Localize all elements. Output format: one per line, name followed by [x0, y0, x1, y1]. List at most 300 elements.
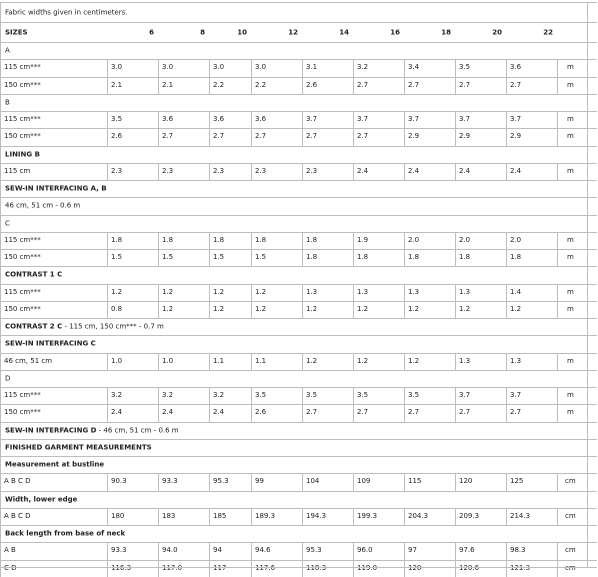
section-row [0, 335, 597, 352]
section-row [0, 491, 597, 508]
size-label: 18 [441, 28, 451, 37]
value-cell [506, 112, 557, 128]
section-row [0, 266, 597, 283]
row-label: 150 cm*** [4, 305, 41, 314]
value: 1.2 [111, 287, 123, 296]
value-cell [107, 250, 158, 266]
value: 90.3 [111, 477, 127, 486]
row-label-cell [0, 250, 107, 266]
value: 3.6 [255, 115, 267, 124]
value-cell [506, 388, 557, 404]
value-cell [302, 112, 353, 128]
value-cell [107, 164, 158, 180]
value-cell [251, 233, 302, 249]
section-title: D [5, 374, 11, 383]
value-cell [209, 354, 251, 370]
value-cell [251, 129, 302, 145]
value: 2.9 [459, 132, 471, 141]
row-label: 46 cm, 51 cm [4, 356, 53, 365]
value: 1.8 [306, 236, 318, 245]
value-cell [455, 474, 506, 490]
value-cell [251, 78, 302, 94]
value: 125 [510, 477, 524, 486]
value: 3.4 [408, 63, 420, 72]
size-header-20 [455, 23, 506, 42]
value-cell [107, 112, 158, 128]
value-cell [158, 388, 209, 404]
unit: m [567, 115, 574, 124]
value-cell [302, 233, 353, 249]
value-cell [455, 405, 506, 421]
value-cell [353, 60, 404, 76]
value-cell [506, 509, 557, 525]
section-cell [0, 147, 573, 163]
data-row [0, 404, 597, 421]
value-cell [158, 164, 209, 180]
data-row [0, 387, 597, 404]
value: 2.3 [111, 167, 123, 176]
value: 2.7 [408, 80, 420, 89]
value: 1.2 [357, 305, 369, 314]
value-cell [404, 60, 455, 76]
value: 2.7 [510, 408, 522, 417]
value: 3.6 [162, 115, 174, 124]
value: 183 [162, 512, 176, 521]
value-cell [455, 285, 506, 301]
row-label-cell [0, 509, 107, 525]
value: 1.2 [306, 305, 318, 314]
value: 121.3 [510, 563, 531, 572]
value-cell [404, 78, 455, 94]
section-row [0, 146, 597, 163]
value-cell [455, 302, 506, 318]
value-cell [302, 164, 353, 180]
unit: m [567, 167, 574, 176]
value: 3.2 [213, 391, 225, 400]
value-cell [353, 543, 404, 559]
value: 2.4 [213, 408, 225, 417]
value-cell [506, 78, 557, 94]
value: 204.3 [408, 512, 429, 521]
value: 1.1 [255, 356, 267, 365]
value-cell [404, 233, 455, 249]
value: 1.3 [459, 356, 471, 365]
value: 2.0 [408, 236, 420, 245]
data-row [0, 301, 597, 318]
section-cell [0, 492, 573, 508]
value: 117.0 [162, 563, 183, 572]
value: 1.8 [255, 236, 267, 245]
value: 2.4 [459, 167, 471, 176]
size-header-22 [506, 23, 557, 42]
value-cell [506, 302, 557, 318]
value-cell [251, 474, 302, 490]
section-title: Back length from base of neck [5, 529, 126, 538]
section-title: A [5, 46, 10, 55]
unit: cm [565, 512, 576, 521]
value: 2.4 [408, 167, 420, 176]
table-bottom-border [0, 567, 597, 568]
sizes-label-cell [0, 23, 106, 42]
row-label-cell [0, 474, 107, 490]
value-cell [302, 474, 353, 490]
value-cell [353, 302, 404, 318]
row-label-cell [0, 78, 107, 94]
value-cell [158, 543, 209, 559]
value-cell [302, 388, 353, 404]
value: 3.5 [459, 63, 471, 72]
value: 2.7 [357, 80, 369, 89]
value-cell [158, 250, 209, 266]
value: 0.8 [111, 305, 123, 314]
section-suffix: - 115 cm, 150 cm*** - 0.7 m [62, 322, 164, 331]
section-cell [0, 457, 573, 473]
value: 1.8 [306, 253, 318, 262]
value-cell [209, 405, 251, 421]
value: 95.3 [213, 477, 229, 486]
section-cell [0, 43, 573, 59]
unit-cell [557, 233, 587, 249]
value-cell [251, 354, 302, 370]
value: 2.9 [408, 132, 420, 141]
value: 2.0 [510, 236, 522, 245]
value: 1.2 [408, 356, 420, 365]
value-cell [302, 354, 353, 370]
value-cell [107, 405, 158, 421]
section-row [0, 42, 597, 59]
unit-cell [557, 302, 587, 318]
size-label: 20 [492, 28, 502, 37]
row-label-cell [0, 285, 107, 301]
value-cell [251, 285, 302, 301]
value: 2.3 [255, 167, 267, 176]
value-cell [209, 509, 251, 525]
value: 3.7 [306, 115, 318, 124]
value: 2.7 [306, 132, 318, 141]
value-cell [455, 388, 506, 404]
value-cell [209, 78, 251, 94]
value: 93.3 [111, 546, 127, 555]
section-row [0, 422, 597, 439]
value: 120 [408, 563, 422, 572]
value-cell [107, 509, 158, 525]
value: 189.3 [255, 512, 276, 521]
value: 1.2 [408, 305, 420, 314]
section-cell [0, 440, 573, 456]
data-row [0, 560, 597, 577]
row-label-cell [0, 302, 107, 318]
value-cell [251, 302, 302, 318]
value-cell [404, 285, 455, 301]
row-label-cell [0, 164, 107, 180]
value-cell [404, 129, 455, 145]
value: 2.9 [510, 132, 522, 141]
data-row [0, 542, 597, 559]
section-cell [0, 267, 573, 283]
value-cell [251, 164, 302, 180]
value-cell [209, 233, 251, 249]
value-cell [302, 78, 353, 94]
value-cell [455, 354, 506, 370]
value-cell [353, 112, 404, 128]
value-cell [455, 233, 506, 249]
section-row [0, 318, 597, 335]
section-row [0, 215, 597, 232]
value: 1.5 [255, 253, 267, 262]
data-row [0, 163, 597, 180]
section-title: CONTRAST 2 C [5, 322, 63, 331]
data-row [0, 508, 597, 525]
value-cell [506, 250, 557, 266]
value: 1.2 [162, 305, 174, 314]
value: 3.2 [357, 63, 369, 72]
value: 2.6 [255, 408, 267, 417]
value: 2.7 [510, 80, 522, 89]
value-cell [506, 129, 557, 145]
value: 1.2 [255, 305, 267, 314]
data-row [0, 128, 597, 145]
value: 1.3 [510, 356, 522, 365]
value: 1.9 [357, 236, 369, 245]
size-header-10 [209, 23, 251, 42]
value: 3.1 [306, 63, 318, 72]
value: 3.0 [162, 63, 174, 72]
value-cell [209, 543, 251, 559]
section-title: 46 cm, 51 cm - 0.6 m [5, 201, 81, 210]
unit-cell [557, 388, 587, 404]
unit: m [567, 63, 574, 72]
section-title: FINISHED GARMENT MEASUREMENTS [5, 443, 152, 452]
value: 2.7 [162, 132, 174, 141]
size-label: 10 [237, 28, 247, 37]
value: 104 [306, 477, 320, 486]
row-label-cell [0, 233, 107, 249]
value-cell [506, 164, 557, 180]
section-cell [0, 423, 573, 439]
data-row [0, 353, 597, 370]
section-cell [0, 181, 573, 197]
value-cell [302, 543, 353, 559]
unit-cell [557, 250, 587, 266]
value: 117.6 [255, 563, 276, 572]
row-label-cell [0, 112, 107, 128]
value-cell [404, 405, 455, 421]
value: 1.2 [306, 356, 318, 365]
value: 1.3 [408, 287, 420, 296]
value-cell [107, 474, 158, 490]
value: 2.0 [459, 236, 471, 245]
value: 117 [213, 563, 227, 572]
value-cell [404, 388, 455, 404]
row-label: 115 cm*** [4, 287, 41, 296]
value: 1.8 [357, 253, 369, 262]
table-right-border [587, 2, 588, 567]
value: 97.6 [459, 546, 475, 555]
value: 2.7 [459, 408, 471, 417]
value-cell [404, 509, 455, 525]
unit-cell [557, 285, 587, 301]
value: 115 [408, 477, 422, 486]
value-cell [107, 543, 158, 559]
section-cell [0, 95, 573, 111]
note-cell [0, 3, 573, 22]
row-label: C D [4, 563, 17, 572]
unit-cell [557, 60, 587, 76]
value: 1.2 [357, 356, 369, 365]
value-cell [251, 112, 302, 128]
size-label: 6 [149, 28, 154, 37]
value-cell [353, 405, 404, 421]
size-header-14 [302, 23, 353, 42]
row-label: 115 cm*** [4, 236, 41, 245]
value: 3.0 [255, 63, 267, 72]
value: 3.7 [459, 391, 471, 400]
row-label: A B C D [4, 512, 31, 521]
value: 1.5 [213, 253, 225, 262]
value: 1.2 [459, 305, 471, 314]
value: 120 [459, 477, 473, 486]
value-cell [158, 474, 209, 490]
unit-cell [557, 509, 587, 525]
size-label: 16 [390, 28, 400, 37]
value-cell [455, 129, 506, 145]
section-title: SEW-IN INTERFACING A, B [5, 184, 107, 193]
value-cell [353, 354, 404, 370]
value-cell [209, 285, 251, 301]
value-cell [506, 543, 557, 559]
section-cell [0, 216, 573, 232]
section-cell [0, 319, 573, 335]
sizes-header-row [0, 22, 597, 42]
value-cell [107, 233, 158, 249]
data-row [0, 473, 597, 490]
value-cell [302, 129, 353, 145]
value: 1.8 [213, 236, 225, 245]
value: 93.3 [162, 477, 178, 486]
unit-cell [557, 354, 587, 370]
section-title: B [5, 98, 10, 107]
value: 3.7 [408, 115, 420, 124]
size-header-16 [353, 23, 404, 42]
value: 1.5 [111, 253, 123, 262]
value-cell [506, 233, 557, 249]
section-row [0, 439, 597, 456]
row-label: 150 cm*** [4, 132, 41, 141]
value-cell [353, 129, 404, 145]
row-label: 115 cm*** [4, 391, 41, 400]
value: 94.6 [255, 546, 271, 555]
value-cell [302, 509, 353, 525]
value: 1.2 [255, 287, 267, 296]
unit-cell [557, 474, 587, 490]
value-cell [455, 250, 506, 266]
value: 1.2 [162, 287, 174, 296]
value: 3.7 [510, 115, 522, 124]
unit-cell [557, 543, 587, 559]
value: 3.2 [162, 391, 174, 400]
value-cell [506, 405, 557, 421]
section-suffix: - 46 cm, 51 cm - 0.6 m [96, 426, 179, 435]
value: 95.3 [306, 546, 322, 555]
value-cell [302, 285, 353, 301]
value: 209.3 [459, 512, 480, 521]
value-cell [353, 474, 404, 490]
value-cell [404, 302, 455, 318]
value-cell [209, 388, 251, 404]
unit: m [567, 356, 574, 365]
value: 2.7 [306, 408, 318, 417]
row-label-cell [0, 543, 107, 559]
unit: m [567, 236, 574, 245]
value: 3.5 [408, 391, 420, 400]
value: 2.3 [162, 167, 174, 176]
size-label: 12 [288, 28, 298, 37]
value-cell [107, 78, 158, 94]
value: 1.8 [408, 253, 420, 262]
value-cell [353, 250, 404, 266]
value: 2.1 [162, 80, 174, 89]
value: 1.3 [459, 287, 471, 296]
size-header-18 [404, 23, 455, 42]
value: 119.0 [357, 563, 378, 572]
section-title: LINING B [5, 150, 40, 159]
section-title: Width, lower edge [5, 495, 78, 504]
value-cell [107, 388, 158, 404]
section-title: SEW-IN INTERFACING C [5, 339, 96, 348]
value: 3.5 [255, 391, 267, 400]
row-label-cell [0, 129, 107, 145]
row-label-cell [0, 388, 107, 404]
value: 1.5 [162, 253, 174, 262]
value-cell [455, 509, 506, 525]
size-header-8 [158, 23, 209, 42]
unit: m [567, 287, 574, 296]
row-label: A B C D [4, 477, 31, 486]
value-cell [251, 60, 302, 76]
value: 1.8 [111, 236, 123, 245]
value: 1.2 [213, 305, 225, 314]
value: 3.7 [357, 115, 369, 124]
value-cell [158, 112, 209, 128]
value-cell [353, 509, 404, 525]
unit: m [567, 253, 574, 262]
value-cell [209, 474, 251, 490]
row-label: 115 cm*** [4, 115, 41, 124]
value: 2.6 [111, 132, 123, 141]
value: 1.2 [213, 287, 225, 296]
value-cell [107, 354, 158, 370]
value-cell [404, 354, 455, 370]
unit-cell [557, 405, 587, 421]
value: 116.3 [111, 563, 132, 572]
row-label: 150 cm*** [4, 80, 41, 89]
section-row [0, 94, 597, 111]
value: 2.2 [255, 80, 267, 89]
value: 2.4 [111, 408, 123, 417]
section-title: SEW-IN INTERFACING D [5, 426, 97, 435]
unit: cm [565, 563, 576, 572]
value-cell [158, 302, 209, 318]
value-cell [158, 60, 209, 76]
value-cell [209, 250, 251, 266]
value: 3.6 [510, 63, 522, 72]
value-cell [209, 302, 251, 318]
section-cell [0, 336, 573, 352]
value: 120.6 [459, 563, 480, 572]
value: 1.3 [306, 287, 318, 296]
unit: m [567, 80, 574, 89]
value-cell [251, 250, 302, 266]
